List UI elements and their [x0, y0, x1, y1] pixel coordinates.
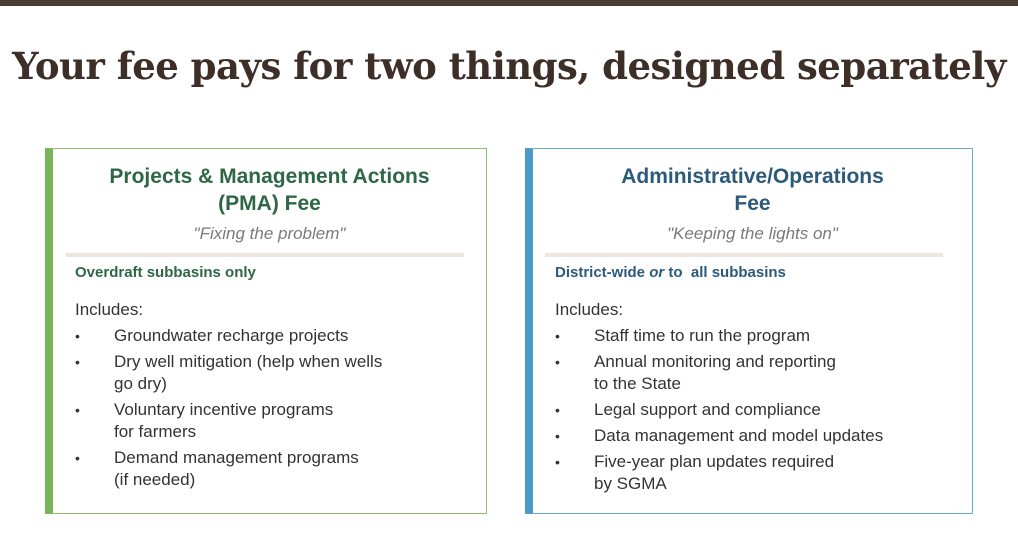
- pma-card-divider: [66, 253, 464, 257]
- list-item-text: Dry well mitigation (help when wells go dry): [114, 352, 383, 393]
- list-item-text: Data management and model updates: [594, 426, 884, 445]
- admin-ops-fee-card: [525, 148, 973, 514]
- bullet-icon: •: [75, 450, 80, 466]
- list-item-text: Staff time to run the program: [594, 326, 811, 345]
- bullet-icon: •: [75, 402, 80, 418]
- list-item: [75, 399, 475, 443]
- list-item: [555, 399, 955, 421]
- admin-scope-part2: to all subbasins: [664, 264, 786, 281]
- pma-fee-card: [45, 148, 487, 514]
- bullet-icon: •: [555, 428, 560, 444]
- list-item: [75, 325, 475, 347]
- admin-card-title: [533, 163, 972, 217]
- bullet-icon: •: [555, 402, 560, 418]
- list-item: [555, 425, 955, 447]
- pma-includes-list: [75, 325, 475, 495]
- pma-card-subtitle: "Fixing the problem": [193, 224, 346, 243]
- bullet-icon: •: [75, 354, 80, 370]
- list-item: [555, 351, 955, 395]
- pma-includes-label: Includes:: [75, 300, 144, 319]
- pma-card-title-line1: Projects & Management Actions: [109, 165, 430, 188]
- pma-card-title: [53, 163, 486, 217]
- bullet-icon: •: [555, 454, 560, 470]
- bullet-icon: •: [555, 328, 560, 344]
- admin-card-subtitle: "Keeping the lights on": [667, 224, 838, 243]
- pma-card-title-line2: (PMA) Fee: [218, 192, 321, 215]
- admin-includes-label: Includes:: [555, 300, 624, 319]
- page-title: Your fee pays for two things, designed separately: [12, 44, 1006, 88]
- list-item: [555, 325, 955, 347]
- list-item: [75, 351, 475, 395]
- list-item-text: Groundwater recharge projects: [114, 326, 349, 345]
- admin-card-divider: [545, 253, 943, 257]
- admin-card-title-line2: Fee: [734, 192, 771, 215]
- admin-card-scope: [555, 264, 786, 281]
- top-border-bar: [0, 0, 1018, 6]
- bullet-icon: •: [75, 328, 80, 344]
- list-item: [75, 447, 475, 491]
- list-item-text: Five-year plan updates required by SGMA: [594, 452, 835, 493]
- pma-card-scope: Overdraft subbasins only: [75, 264, 256, 281]
- list-item-text: Demand management programs (if needed): [114, 448, 359, 489]
- list-item-text: Annual monitoring and reporting to the State: [594, 352, 836, 393]
- admin-scope-part1: District-wide: [555, 264, 650, 281]
- admin-scope-emphasis: or: [649, 264, 665, 281]
- admin-includes-list: [555, 325, 955, 499]
- admin-card-title-line1: Administrative/Operations: [621, 165, 884, 188]
- bullet-icon: •: [555, 354, 560, 370]
- list-item: [555, 451, 955, 495]
- list-item-text: Voluntary incentive programs for farmers: [114, 400, 334, 441]
- list-item-text: Legal support and compliance: [594, 400, 821, 419]
